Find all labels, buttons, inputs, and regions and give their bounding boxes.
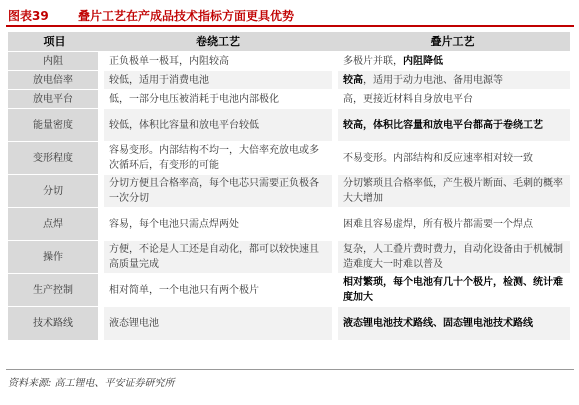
table-row xyxy=(8,71,570,90)
row-item-label: 操作 xyxy=(8,241,101,274)
stacking-text: 多极片并联， xyxy=(343,55,403,67)
stacking-text: ，适用于动力电池、备用电源等 xyxy=(363,74,503,86)
stacking-highlight: 液态锂电池技术路线、固态锂电池技术路线 xyxy=(343,317,533,329)
table-row xyxy=(8,52,570,71)
row-winding-cell: 液态锂电池 xyxy=(101,307,335,340)
row-winding-cell: 容易变形。内部结构不均一，大倍率充放电或多次循环后，有变形的可能 xyxy=(101,142,335,175)
stacking-text: 复杂，人工叠片费时费力，自动化设备由于机械制造难度大一时难以普及 xyxy=(343,244,563,270)
row-item-label: 分切 xyxy=(8,175,101,208)
stacking-highlight: 相对繁琐，每个电池有几十个极片，检测、统计难度加大 xyxy=(343,277,563,303)
row-winding-cell: 较低，适用于消费电池 xyxy=(101,71,335,90)
row-stacking-cell xyxy=(335,208,570,241)
row-stacking-cell xyxy=(335,71,570,90)
comparison-table xyxy=(8,32,570,340)
figure-title-bar xyxy=(6,4,574,27)
row-stacking-cell xyxy=(335,90,570,109)
table-header-row xyxy=(8,32,570,52)
stacking-highlight: 内阻降低 xyxy=(403,55,443,67)
table-row xyxy=(8,142,570,175)
stacking-text: 高，更接近材料自身放电平台 xyxy=(343,93,473,105)
table-body xyxy=(8,52,570,340)
figure-title: 叠片工艺在产成品技术指标方面更具优势 xyxy=(78,9,295,23)
figure-number: 图表39 xyxy=(8,9,49,23)
row-winding-cell: 低，一部分电压被消耗于电池内部极化 xyxy=(101,90,335,109)
row-item-label: 点焊 xyxy=(8,208,101,241)
row-item-label: 生产控制 xyxy=(8,274,101,307)
row-stacking-cell xyxy=(335,307,570,340)
table-row xyxy=(8,109,570,142)
header-item: 项目 xyxy=(8,32,101,52)
row-winding-cell: 相对简单，一个电池只有两个极片 xyxy=(101,274,335,307)
header-stacking: 叠片工艺 xyxy=(335,32,570,52)
table-row xyxy=(8,274,570,307)
row-item-label: 能量密度 xyxy=(8,109,101,142)
header-winding: 卷绕工艺 xyxy=(101,32,335,52)
source-note: 资料来源: 高工锂电、平安证券研究所 xyxy=(8,378,175,389)
row-stacking-cell xyxy=(335,109,570,142)
row-item-label: 内阻 xyxy=(8,52,101,71)
table-row xyxy=(8,307,570,340)
table-row xyxy=(8,175,570,208)
row-winding-cell: 容易，每个电池只需点焊两处 xyxy=(101,208,335,241)
stacking-text: 分切繁琐且合格率低，产生极片断面、毛刺的概率大大增加 xyxy=(343,178,563,204)
row-stacking-cell xyxy=(335,142,570,175)
stacking-text: 不易变形。内部结构和反应速率相对较一致 xyxy=(343,152,533,164)
table-row xyxy=(8,208,570,241)
table-row xyxy=(8,241,570,274)
row-stacking-cell xyxy=(335,274,570,307)
row-stacking-cell xyxy=(335,52,570,71)
row-item-label: 技术路线 xyxy=(8,307,101,340)
row-stacking-cell xyxy=(335,175,570,208)
row-winding-cell: 方便，不论是人工还是自动化，都可以较快速且高质量完成 xyxy=(101,241,335,274)
row-winding-cell: 较低，体积比容量和放电平台较低 xyxy=(101,109,335,142)
stacking-highlight: 较高 xyxy=(343,74,363,86)
bottom-rule xyxy=(6,369,574,370)
row-stacking-cell xyxy=(335,241,570,274)
row-winding-cell: 正负极单一极耳，内阻较高 xyxy=(101,52,335,71)
table-row xyxy=(8,90,570,109)
stacking-text: 困难且容易虚焊，所有极片都需要一个焊点 xyxy=(343,218,533,230)
row-winding-cell: 分切方便且合格率高，每个电芯只需要正负极各一次分切 xyxy=(101,175,335,208)
row-item-label: 放电倍率 xyxy=(8,71,101,90)
row-item-label: 变形程度 xyxy=(8,142,101,175)
stacking-highlight: 较高，体积比容量和放电平台都高于卷绕工艺 xyxy=(343,119,543,131)
row-item-label: 放电平台 xyxy=(8,90,101,109)
